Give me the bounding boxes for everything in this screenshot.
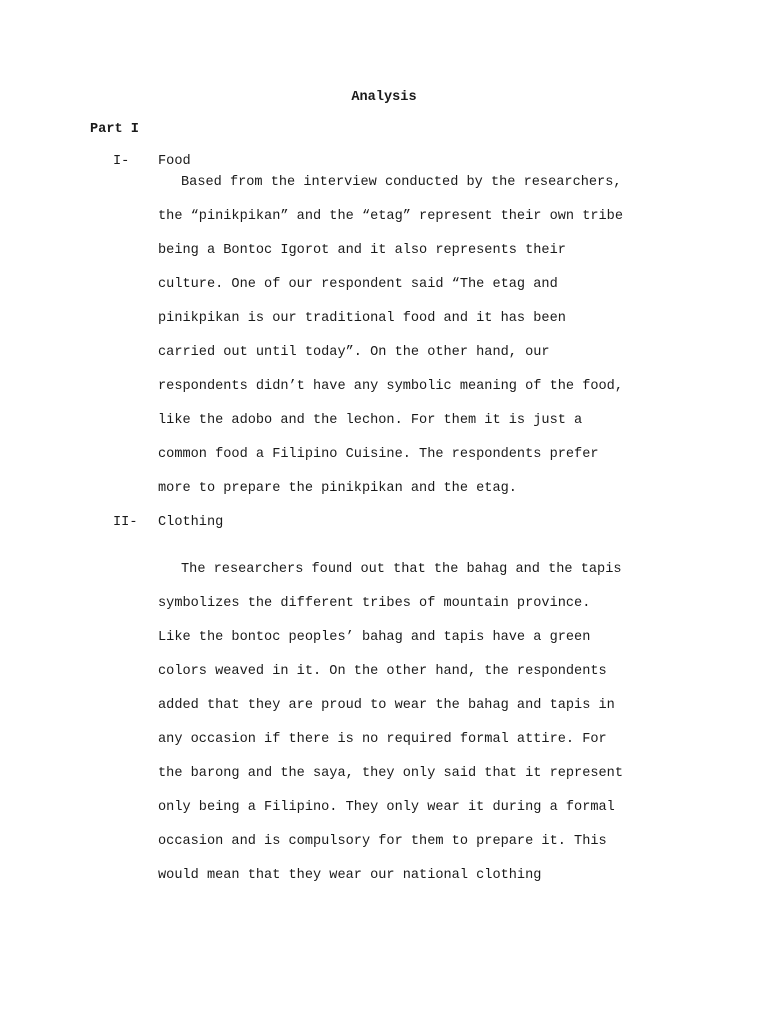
paragraph-line: The researchers found out that the bahag and the tapis — [181, 562, 622, 577]
paragraph-line: carried out until today”. On the other hand, our — [158, 345, 550, 360]
paragraph-line: occasion and is compulsory for them to prepare it. This — [158, 834, 607, 849]
paragraph-line: the barong and the saya, they only said that it represent — [158, 766, 623, 781]
paragraph-line: culture. One of our respondent said “The etag and — [158, 277, 558, 292]
paragraph-line: like the adobo and the lechon. For them it is just a — [158, 413, 583, 428]
section-heading-food — [113, 154, 191, 169]
paragraph-line: only being a Filipino. They only wear it during a formal — [158, 800, 615, 815]
section-title: Food — [158, 154, 191, 169]
paragraph-line: Like the bontoc peoples’ bahag and tapis have a green — [158, 630, 591, 645]
paragraph-line: added that they are proud to wear the bahag and tapis in — [158, 698, 615, 713]
document-title: Analysis — [351, 90, 417, 105]
part-heading: Part I — [90, 122, 139, 137]
section-number: I- — [113, 154, 130, 169]
section-number: II- — [113, 515, 138, 530]
paragraph-line: more to prepare the pinikpikan and the etag. — [158, 481, 517, 496]
paragraph-line: symbolizes the different tribes of mountain province. — [158, 596, 591, 611]
section-title: Clothing — [158, 515, 224, 530]
section-heading-clothing — [113, 515, 223, 530]
paragraph-line: colors weaved in it. On the other hand, the respondents — [158, 664, 607, 679]
paragraph-line: the “pinikpikan” and the “etag” represent their own tribe — [158, 209, 623, 224]
paragraph-line: common food a Filipino Cuisine. The respondents prefer — [158, 447, 599, 462]
paragraph-line: being a Bontoc Igorot and it also represents their — [158, 243, 566, 258]
paragraph-line: respondents didn’t have any symbolic meaning of the food, — [158, 379, 623, 394]
paragraph-line: Based from the interview conducted by the researchers, — [181, 175, 622, 190]
paragraph-line: would mean that they wear our national clothing — [158, 868, 542, 883]
paragraph-line: any occasion if there is no required formal attire. For — [158, 732, 607, 747]
paragraph-line: pinikpikan is our traditional food and it has been — [158, 311, 566, 326]
